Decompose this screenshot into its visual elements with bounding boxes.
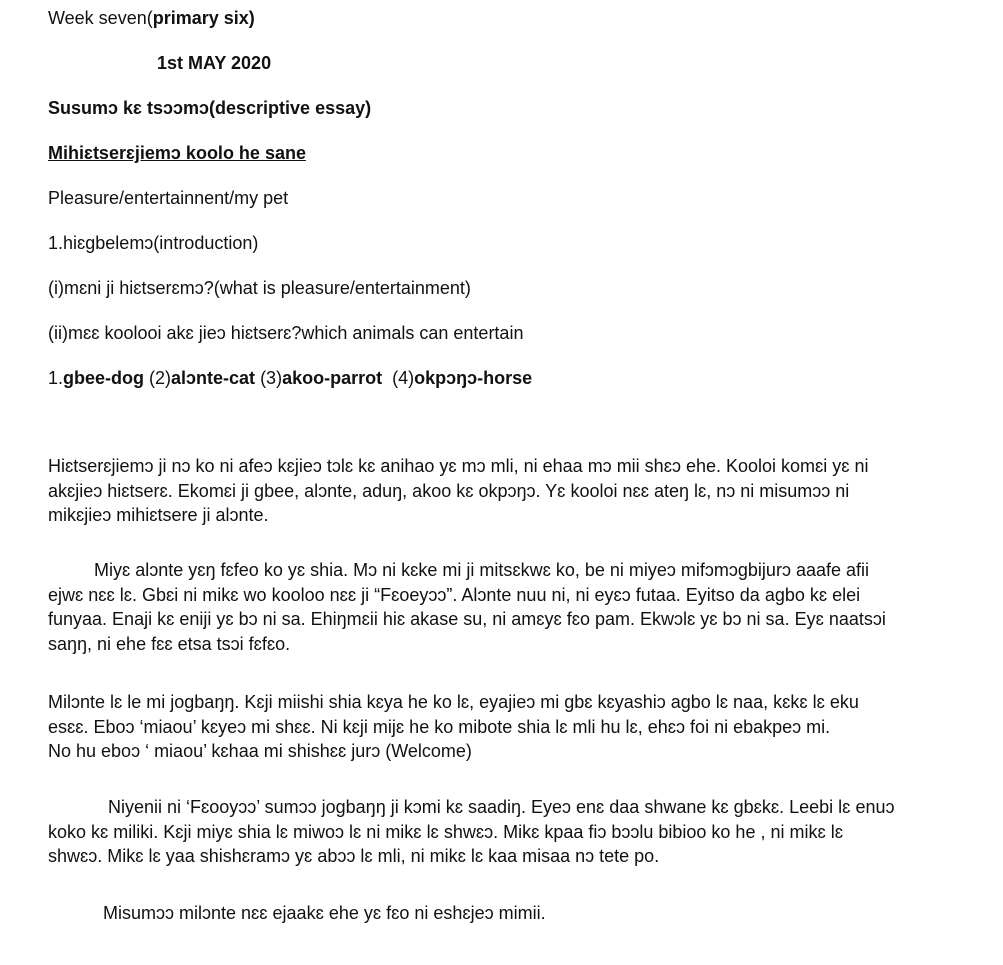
paragraph-line: No hu eboɔ ‘ miaou’ kɛhaa mi shishɛɛ jurɔ (Welcome) bbox=[48, 741, 472, 761]
essay-paragraph-4 bbox=[48, 795, 978, 869]
animal-number: 1. bbox=[48, 368, 64, 388]
paragraph-line: funyaa. Enaji kɛ eniji yɛ bɔ ni sa. Ehiŋmɛii hiɛ akase su, ni amɛyɛ fɛo pam. Ekwɔlɛ yɛ bɔ ni sa. Eyɛ naatsɔi bbox=[48, 609, 886, 629]
essay-paragraph-2 bbox=[48, 558, 978, 656]
paragraph-line: ejwɛ nɛɛ lɛ. Gbɛi ni mikɛ wo kooloo nɛɛ ji “Fɛoeyɔɔ”. Alɔnte nuu ni, ni eyɛɔ futaa. Eyitso da agbo kɛ elei bbox=[48, 584, 861, 605]
essay-paragraph-5 bbox=[48, 901, 978, 926]
subtopic-heading bbox=[48, 141, 306, 165]
topic-heading bbox=[48, 96, 371, 120]
animal-number: (2) bbox=[144, 368, 172, 388]
theme-line: Pleasure/entertainnent/my pet bbox=[48, 188, 289, 208]
topic-text: Susumɔ kɛ tsɔɔmɔ(descriptive essay) bbox=[48, 98, 372, 118]
animal-number: (4) bbox=[382, 368, 415, 388]
date-text: 1st MAY 2020 bbox=[157, 53, 272, 73]
paragraph-line: akɛjieɔ hiɛtserɛ. Ekomɛi ji gbee, alɔnte, aduŋ, akoo kɛ okpɔŋɔ. Yɛ kooloi nɛɛ ateŋ lɛ, nɔ ni misumɔɔ ni bbox=[48, 480, 850, 501]
essay-paragraph-3 bbox=[48, 690, 978, 764]
animal-name: akoo-parrot bbox=[282, 368, 383, 388]
paragraph-line: koko kɛ miliki. Kɛji miyɛ shia lɛ miwoɔ lɛ ni mikɛ lɛ shwɛɔ. Mikɛ kpaa fiɔ bɔɔlu bibioo ko he , ni mikɛ lɛ bbox=[48, 821, 843, 842]
paragraph-line: Misumɔɔ milɔnte nɛɛ ejaakɛ ehe yɛ fɛo ni eshɛjeɔ mimii. bbox=[103, 903, 546, 923]
week-bold-text: primary six) bbox=[152, 8, 255, 28]
animals-list bbox=[48, 366, 532, 390]
question-two-line: (ii)mɛɛ koolooi akɛ jieɔ hiɛtserɛ?which animals can entertain bbox=[48, 323, 524, 343]
date-heading bbox=[157, 51, 271, 75]
animal-number: (3) bbox=[255, 368, 283, 388]
paragraph-line: Miyɛ alɔnte yɛŋ fɛfeo ko yɛ shia. Mɔ ni kɛke mi ji mitsɛkwɛ ko, be ni miyeɔ mifɔmɔgbijurɔ aaafe afii bbox=[94, 560, 869, 580]
essay-paragraph-1 bbox=[48, 454, 978, 528]
week-heading bbox=[48, 6, 255, 30]
week-text: Week seven( bbox=[48, 8, 153, 28]
paragraph-line: saŋŋ, ni ehe fɛɛ etsa tsɔi fɛfɛo. bbox=[48, 633, 291, 654]
animal-name: okpɔŋɔ-horse bbox=[414, 368, 533, 388]
question-one-line: (i)mɛni ji hiɛtserɛmɔ?(what is pleasure/entertainment) bbox=[48, 278, 471, 298]
paragraph-line: mikɛjieɔ mihiɛtsere ji alɔnte. bbox=[48, 505, 269, 525]
subtopic-text: Mihiɛtserɛjiemɔ koolo he sane bbox=[48, 143, 306, 163]
paragraph-line: Hiɛtserɛjiemɔ ji nɔ ko ni afeɔ kɛjieɔ tɔlɛ kɛ anihao yɛ mɔ mli, ni ehaa mɔ mii shɛɔ ehe. Kooloi komɛi yɛ ni bbox=[48, 456, 869, 476]
animal-name: gbee-dog bbox=[63, 368, 145, 388]
paragraph-line: Niyenii ni ‘Fɛooyɔɔ’ sumɔɔ jogbaŋŋ ji kɔmi kɛ saadiŋ. Eyeɔ enɛ daa shwane kɛ gbɛkɛ. Leebi lɛ enuɔ bbox=[108, 797, 895, 817]
paragraph-line: shwɛɔ. Mikɛ lɛ yaa shishɛramɔ yɛ abɔɔ lɛ mli, ni mikɛ lɛ kaa misaa nɔ tete po. bbox=[48, 846, 660, 866]
animal-name: alɔnte-cat bbox=[171, 368, 256, 388]
introduction-line: 1.hiɛgbelemɔ(introduction) bbox=[48, 233, 259, 253]
paragraph-line: Milɔnte lɛ le mi jogbaŋŋ. Kɛji miishi shia kɛya he ko lɛ, eyajieɔ mi gbɛ kɛyashiɔ agbo lɛ naa, kɛkɛ lɛ eku bbox=[48, 692, 859, 712]
paragraph-line: esɛɛ. Eboɔ ‘miaou’ kɛyeɔ mi shɛɛ. Ni kɛji mijɛ he ko mibote shia lɛ mli hu lɛ, ehɛɔ foi ni ebakpeɔ mi. bbox=[48, 716, 831, 737]
